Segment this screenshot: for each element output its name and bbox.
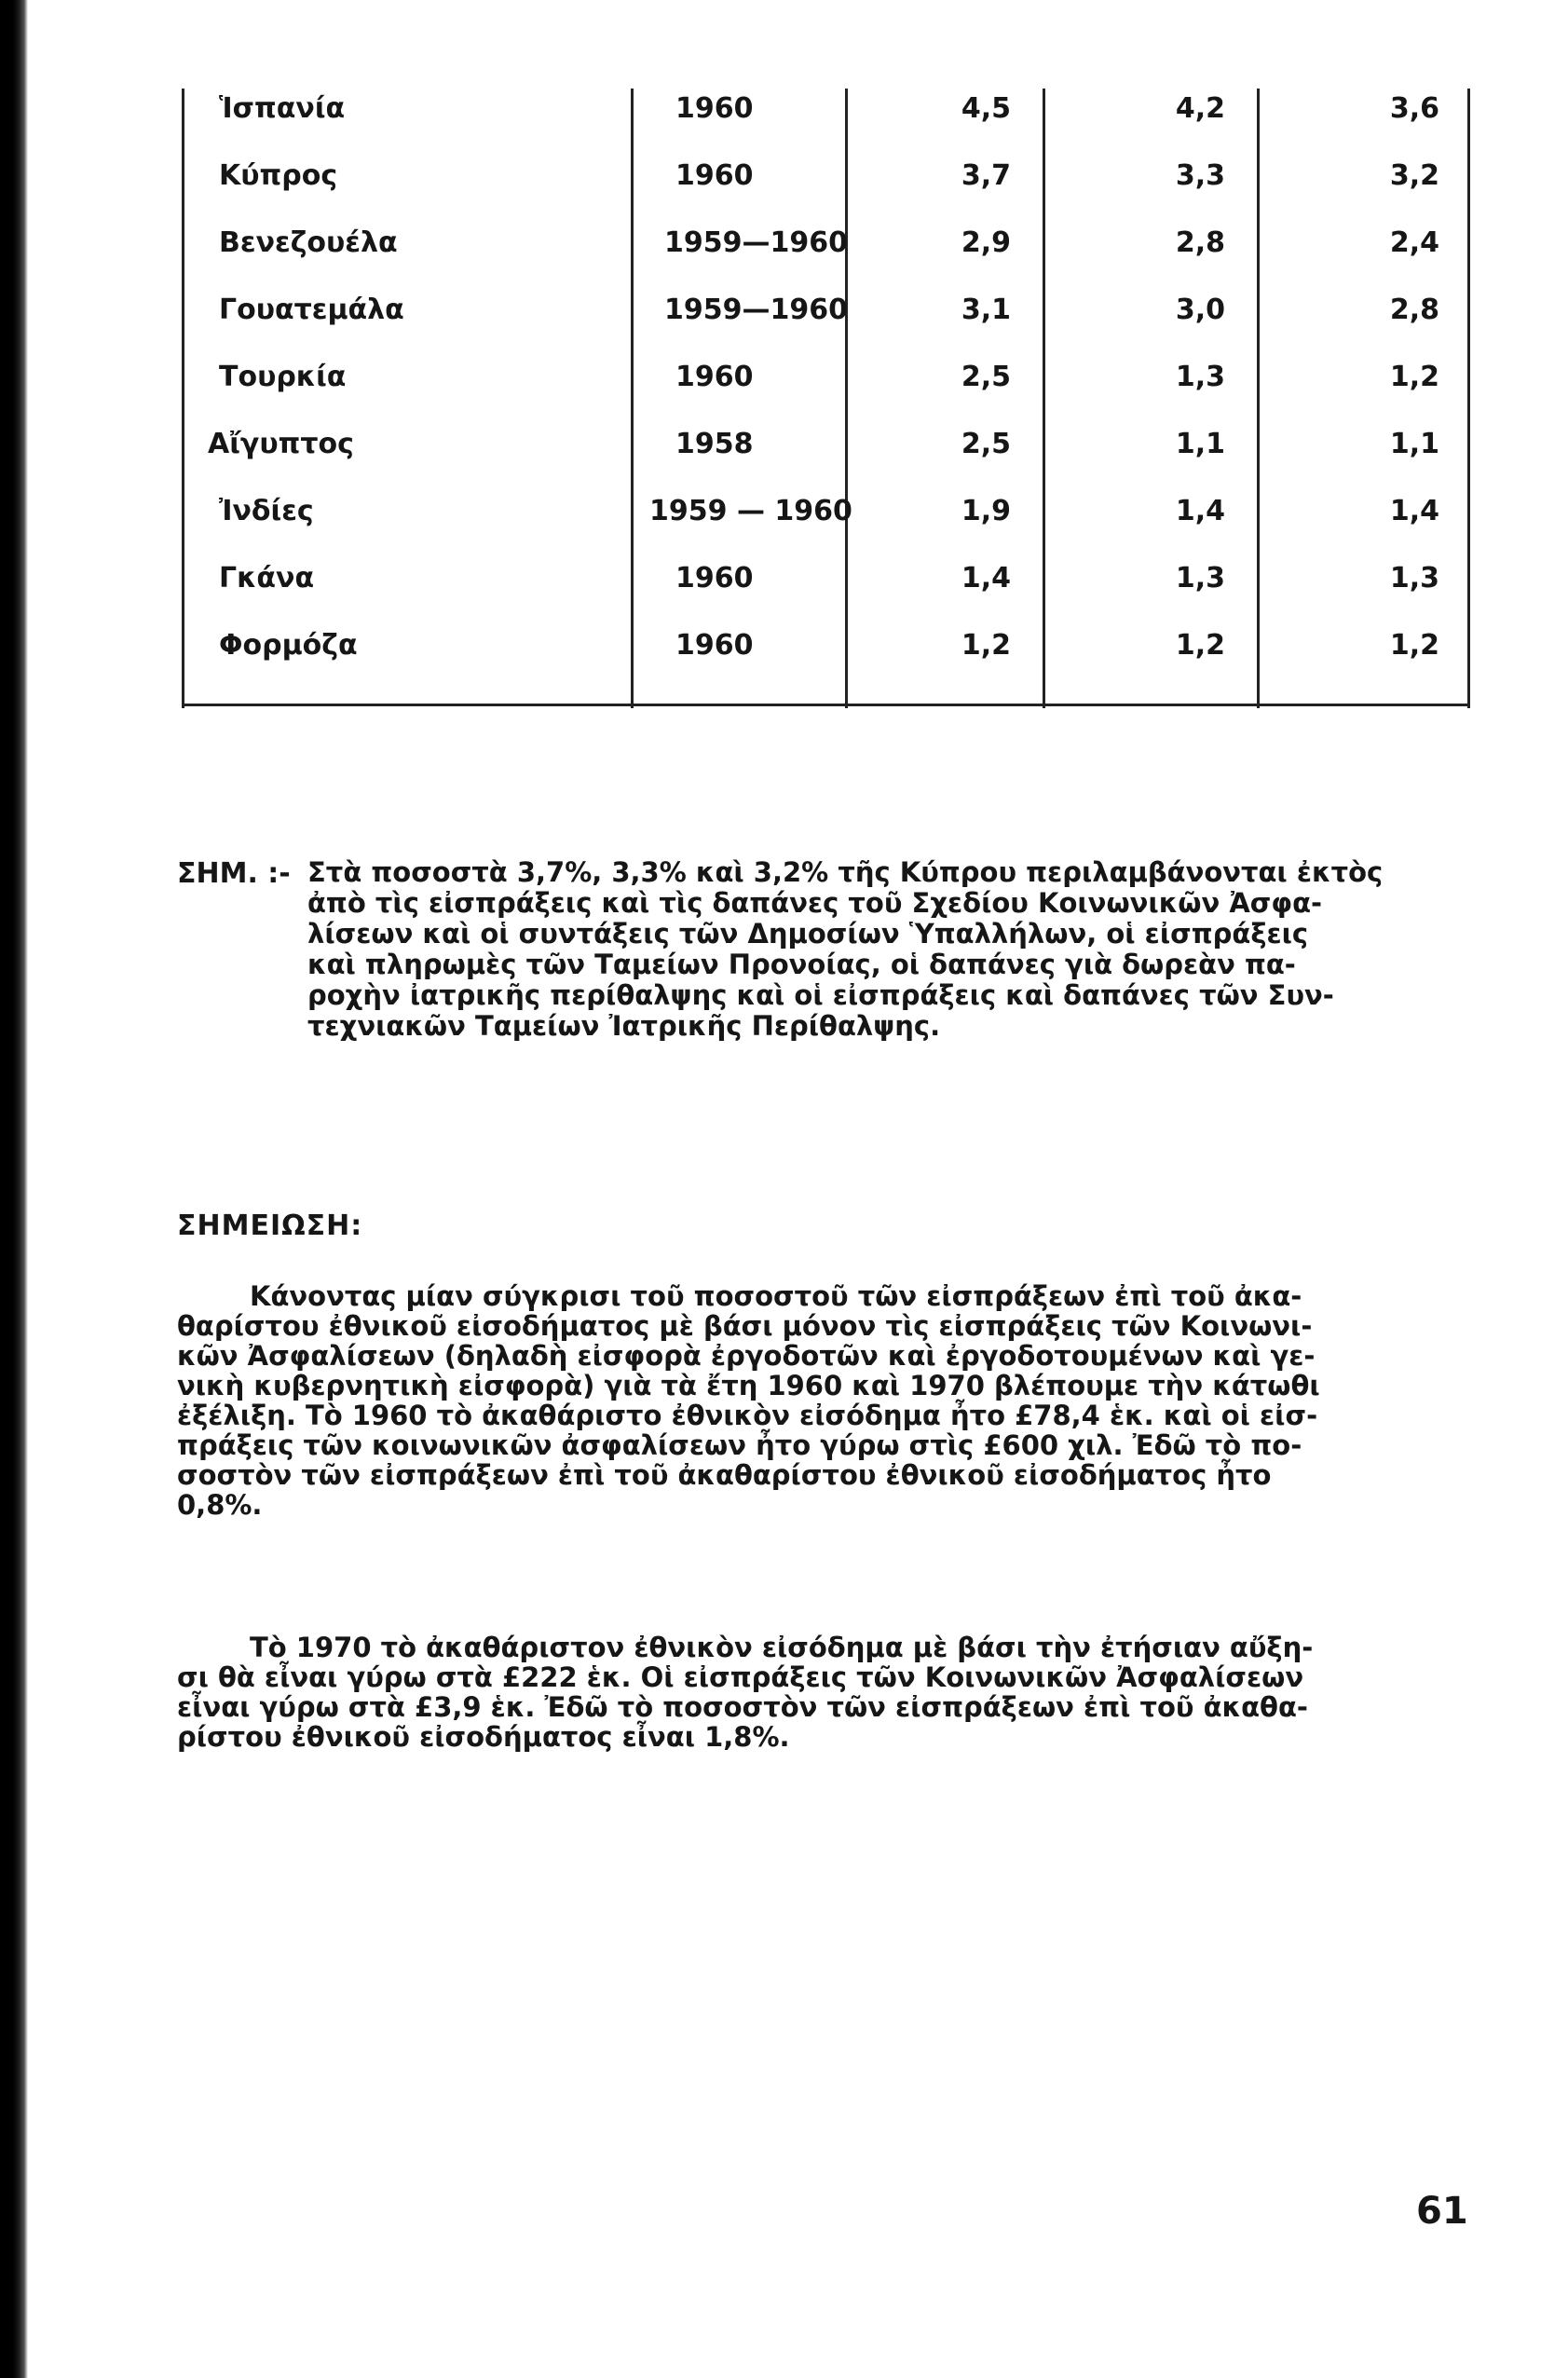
value-cell: 2,4 [1389,226,1439,259]
years-cell: 1959—1960 [664,294,848,326]
paragraph-line: θαρίστου ἐθνικοῦ εἰσοδήματος μὲ βάσι μόνον τὶς εἰσπράξεις τῶν Κοινωνι- [177,1310,1313,1342]
value-cell: 4,2 [1175,92,1225,125]
footnote-line: καὶ πληρωμὲς τῶν Ταμείων Προνοίας, οἱ δαπάνες γιὰ δωρεὰν πα- [307,949,1296,980]
value-cell: 3,3 [1175,159,1225,192]
years-cell: 1960 [675,361,754,393]
years-cell: 1960 [675,159,754,192]
value-cell: 1,1 [1389,428,1439,460]
years-cell: 1958 [675,428,754,460]
paragraph-line: ἐξέλιξη. Τὸ 1960 τὸ ἀκαθάριστο ἐθνικὸν εἰσόδημα ἦτο £78,4 ἑκ. καὶ οἱ εἰσ- [177,1400,1318,1431]
statistics-table [182,89,1472,708]
scan-edge-shadow [0,0,28,2378]
footnote-line: τεχνιακῶν Ταμείων Ἰατρικῆς Περίθαλψης. [307,1010,941,1042]
page-number: 61 [1416,2190,1468,2233]
paragraph-line: 0,8%. [177,1489,263,1521]
paragraph-line: ρίστου ἐθνικοῦ εἰσοδήματος εἶναι 1,8%. [177,1721,790,1753]
table-divider [182,89,184,708]
value-cell: 3,7 [961,159,1011,192]
value-cell: 1,3 [1175,562,1225,594]
value-cell: 3,6 [1389,92,1439,125]
table-divider [631,89,634,708]
table-divider [1467,89,1470,708]
value-cell: 3,0 [1175,294,1225,326]
years-cell: 1960 [675,92,754,125]
country-cell: Φορμόζα [219,629,358,662]
value-cell: 2,5 [961,428,1011,460]
footnote-line: ροχὴν ἰατρικῆς περίθαλψης καὶ οἱ εἰσπράξεις καὶ δαπάνες τῶν Συν- [307,979,1334,1011]
value-cell: 1,3 [1389,562,1439,594]
paragraph-line: Τὸ 1970 τὸ ἀκαθάριστον ἐθνικὸν εἰσόδημα μὲ βάσι τὴν ἐτήσιαν αὔξη- [250,1632,1314,1663]
table-divider [845,89,848,708]
table-divider [1043,89,1045,708]
country-cell: Ἱσπανία [219,92,346,125]
years-cell: 1960 [675,629,754,662]
value-cell: 2,8 [1389,294,1439,326]
value-cell: 1,2 [1175,629,1225,662]
country-cell: Βενεζουέλα [219,226,398,259]
value-cell: 1,4 [1389,495,1439,527]
value-cell: 2,8 [1175,226,1225,259]
table-bottom-rule [182,704,1470,706]
value-cell: 1,3 [1175,361,1225,393]
country-cell: Τουρκία [219,361,347,393]
paragraph-line: σοστὸν τῶν εἰσπράξεων ἐπὶ τοῦ ἀκαθαρίστου ἐθνικοῦ εἰσοδήματος ἦτο [177,1459,1272,1491]
years-cell: 1959 — 1960 [649,495,852,527]
footnote-line: λίσεων καὶ οἱ συντάξεις τῶν Δημοσίων Ὑπαλλήλων, οἱ εἰσπράξεις [307,918,1309,950]
value-cell: 3,2 [1389,159,1439,192]
value-cell: 1,9 [961,495,1011,527]
remark-heading: ΣΗΜΕΙΩΣΗ: [177,1210,363,1242]
country-cell: Αἴγυπτος [208,428,354,460]
paragraph-line: πράξεις τῶν κοινωνικῶν ἀσφαλίσεων ἦτο γύρω στὶς £600 χιλ. Ἐδῶ τὸ πο- [177,1429,1302,1461]
table-divider [1257,89,1260,708]
paragraph-line: σι θὰ εἶναι γύρω στὰ £222 ἑκ. Οἱ εἰσπράξεις τῶν Κοινωνικῶν Ἀσφαλίσεων [177,1661,1304,1693]
value-cell: 1,2 [1389,361,1439,393]
value-cell: 1,4 [961,562,1011,594]
value-cell: 1,2 [961,629,1011,662]
value-cell: 3,1 [961,294,1011,326]
value-cell: 1,2 [1389,629,1439,662]
value-cell: 2,9 [961,226,1011,259]
country-cell: Ἰνδίες [219,495,314,527]
paragraph-line: Κάνοντας μίαν σύγκρισι τοῦ ποσοστοῦ τῶν εἰσπράξεων ἐπὶ τοῦ ἀκα- [250,1280,1302,1312]
footnote-line: Στὰ ποσοστὰ 3,7%, 3,3% καὶ 3,2% τῆς Κύπρου περιλαμβάνονται ἐκτὸς [307,856,1384,888]
footnote-line: ἀπὸ τὶς εἰσπράξεις καὶ τὶς δαπάνες τοῦ Σχεδίου Κοινωνικῶν Ἀσφα- [307,887,1323,919]
paragraph-line: κῶν Ἀσφαλίσεων (δηλαδὴ εἰσφορὰ ἐργοδοτῶν καὶ ἐργοδοτουμένων καὶ γε- [177,1340,1316,1372]
value-cell: 1,4 [1175,495,1225,527]
value-cell: 1,1 [1175,428,1225,460]
footnote-label: ΣΗΜ. :- [177,857,291,890]
years-cell: 1959—1960 [664,226,848,259]
country-cell: Κύπρος [219,159,338,192]
country-cell: Γκάνα [219,562,315,594]
paragraph-line: εἶναι γύρω στὰ £3,9 ἑκ. Ἐδῶ τὸ ποσοστὸν τῶν εἰσπράξεων ἐπὶ τοῦ ἀκαθα- [177,1691,1308,1723]
years-cell: 1960 [675,562,754,594]
country-cell: Γουατεμάλα [219,294,404,326]
value-cell: 2,5 [961,361,1011,393]
paragraph-line: νικὴ κυβερνητικὴ εἰσφορὰ) γιὰ τὰ ἔτη 1960 καὶ 1970 βλέπουμε τὴν κάτωθι [177,1370,1320,1401]
value-cell: 4,5 [961,92,1011,125]
